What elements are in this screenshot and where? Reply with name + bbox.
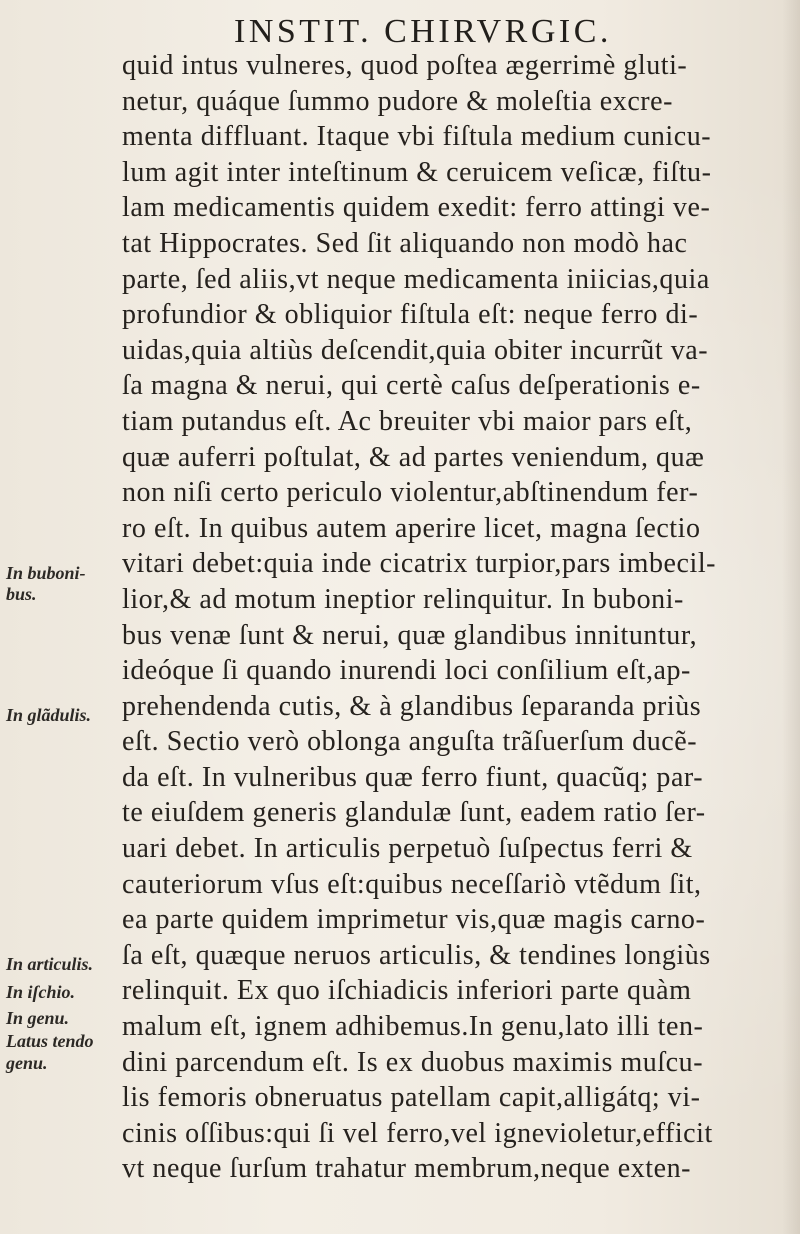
text-line: prehendenda cutis, & à glandibus ſeparanda priùs	[122, 690, 702, 722]
body-text	[122, 48, 792, 1187]
text-line: uari debet. In articulis perpetuò ſuſpectus ferri &	[122, 833, 693, 865]
margin-note: In glãdulis.	[6, 705, 92, 725]
text-line: vitari debet:quia inde cicatrix turpior,pars imbecil-	[122, 548, 717, 580]
text-line: tiam putandus eſt. Ac breuiter vbi maior pars eſt,	[122, 405, 693, 437]
text-line: malum eſt, ignem adhibemus.In genu,lato illi ten-	[122, 1011, 704, 1043]
text-line: bus venæ ſunt & nerui, quæ glandibus innituntur,	[122, 619, 698, 651]
text-line: cinis oſſibus:qui ſi vel ferro,vel ignevioletur,efficit	[122, 1117, 713, 1149]
text-line: eſt. Sectio verò oblonga anguſta trãſuerſum ducẽ-	[122, 726, 698, 758]
text-line: relinquit. Ex quo iſchiadicis inferiori parte quàm	[122, 975, 692, 1007]
text-line: da eſt. In vulneribus quæ ferro fiunt, quacũq; par-	[122, 761, 704, 793]
text-line: profundior & obliquior fiſtula eſt: neque ferro di-	[122, 299, 699, 331]
text-line: lis femoris obneruatus patellam capit,alligátq; vi-	[122, 1082, 701, 1114]
text-line: menta diffluant. Itaque vbi fiſtula medium cunicu-	[122, 121, 712, 153]
margin-note: In iſchio.	[6, 982, 76, 1002]
margin-note: In buboni-	[6, 563, 86, 583]
margin-note: bus.	[6, 584, 37, 604]
margin-note: Latus tendo	[6, 1031, 94, 1051]
text-line: ea parte quidem imprimetur vis,quæ magis carno-	[122, 904, 706, 936]
text-line: tat Hippocrates. Sed ſit aliquando non modò hac	[122, 227, 688, 259]
text-line: non niſi certo periculo violentur,abſtinendum fer-	[122, 477, 699, 509]
text-line: parte, ſed aliis,vt neque medicamenta iniicias,quia	[122, 263, 710, 295]
margin-note: genu.	[6, 1053, 48, 1073]
text-line: lum agit inter inteſtinum & ceruicem veſicæ, fiſtu-	[122, 156, 712, 188]
text-line: lam medicamentis quidem exedit: ferro attingi ve-	[122, 192, 711, 224]
text-line: ſa magna & nerui, qui certè caſus deſperationis e-	[122, 370, 701, 402]
text-line: te eiuſdem generis glandulæ ſunt, eadem ratio ſer-	[122, 797, 706, 829]
text-line: ideóque ſi quando inurendi loci conſilium eſt,ap-	[122, 655, 691, 687]
text-line: cauteriorum vſus eſt:quibus neceſſariò vtẽdum ſit,	[122, 868, 702, 900]
margin-note: In articulis.	[6, 954, 94, 974]
text-line: quæ auferri poſtulat, & ad partes veniendum, quæ	[122, 441, 705, 473]
text-line: ro eſt. In quibus autem aperire licet, magna ſectio	[122, 512, 701, 544]
text-line: netur, quáque ſummo pudore & moleſtia excre-	[122, 85, 674, 117]
margin-note: In genu.	[6, 1008, 70, 1028]
text-line: dini parcendum eſt. Is ex duobus maximis muſcu-	[122, 1046, 704, 1078]
text-line: uidas,quia altiùs deſcendit,quia obiter incurrũt va-	[122, 334, 709, 366]
text-line: vt neque ſurſum trahatur membrum,neque exten-	[122, 1153, 692, 1185]
text-line: lior,& ad motum ineptior relinquitur. In buboni-	[122, 583, 684, 615]
text-line: quid intus vulneres, quod poſtea ægerrimè gluti-	[122, 50, 688, 81]
text-line: ſa eſt, quæque neruos articulis, & tendines longiùs	[122, 939, 711, 971]
running-head: INSTIT. CHIRVRGIC.	[234, 13, 612, 50]
